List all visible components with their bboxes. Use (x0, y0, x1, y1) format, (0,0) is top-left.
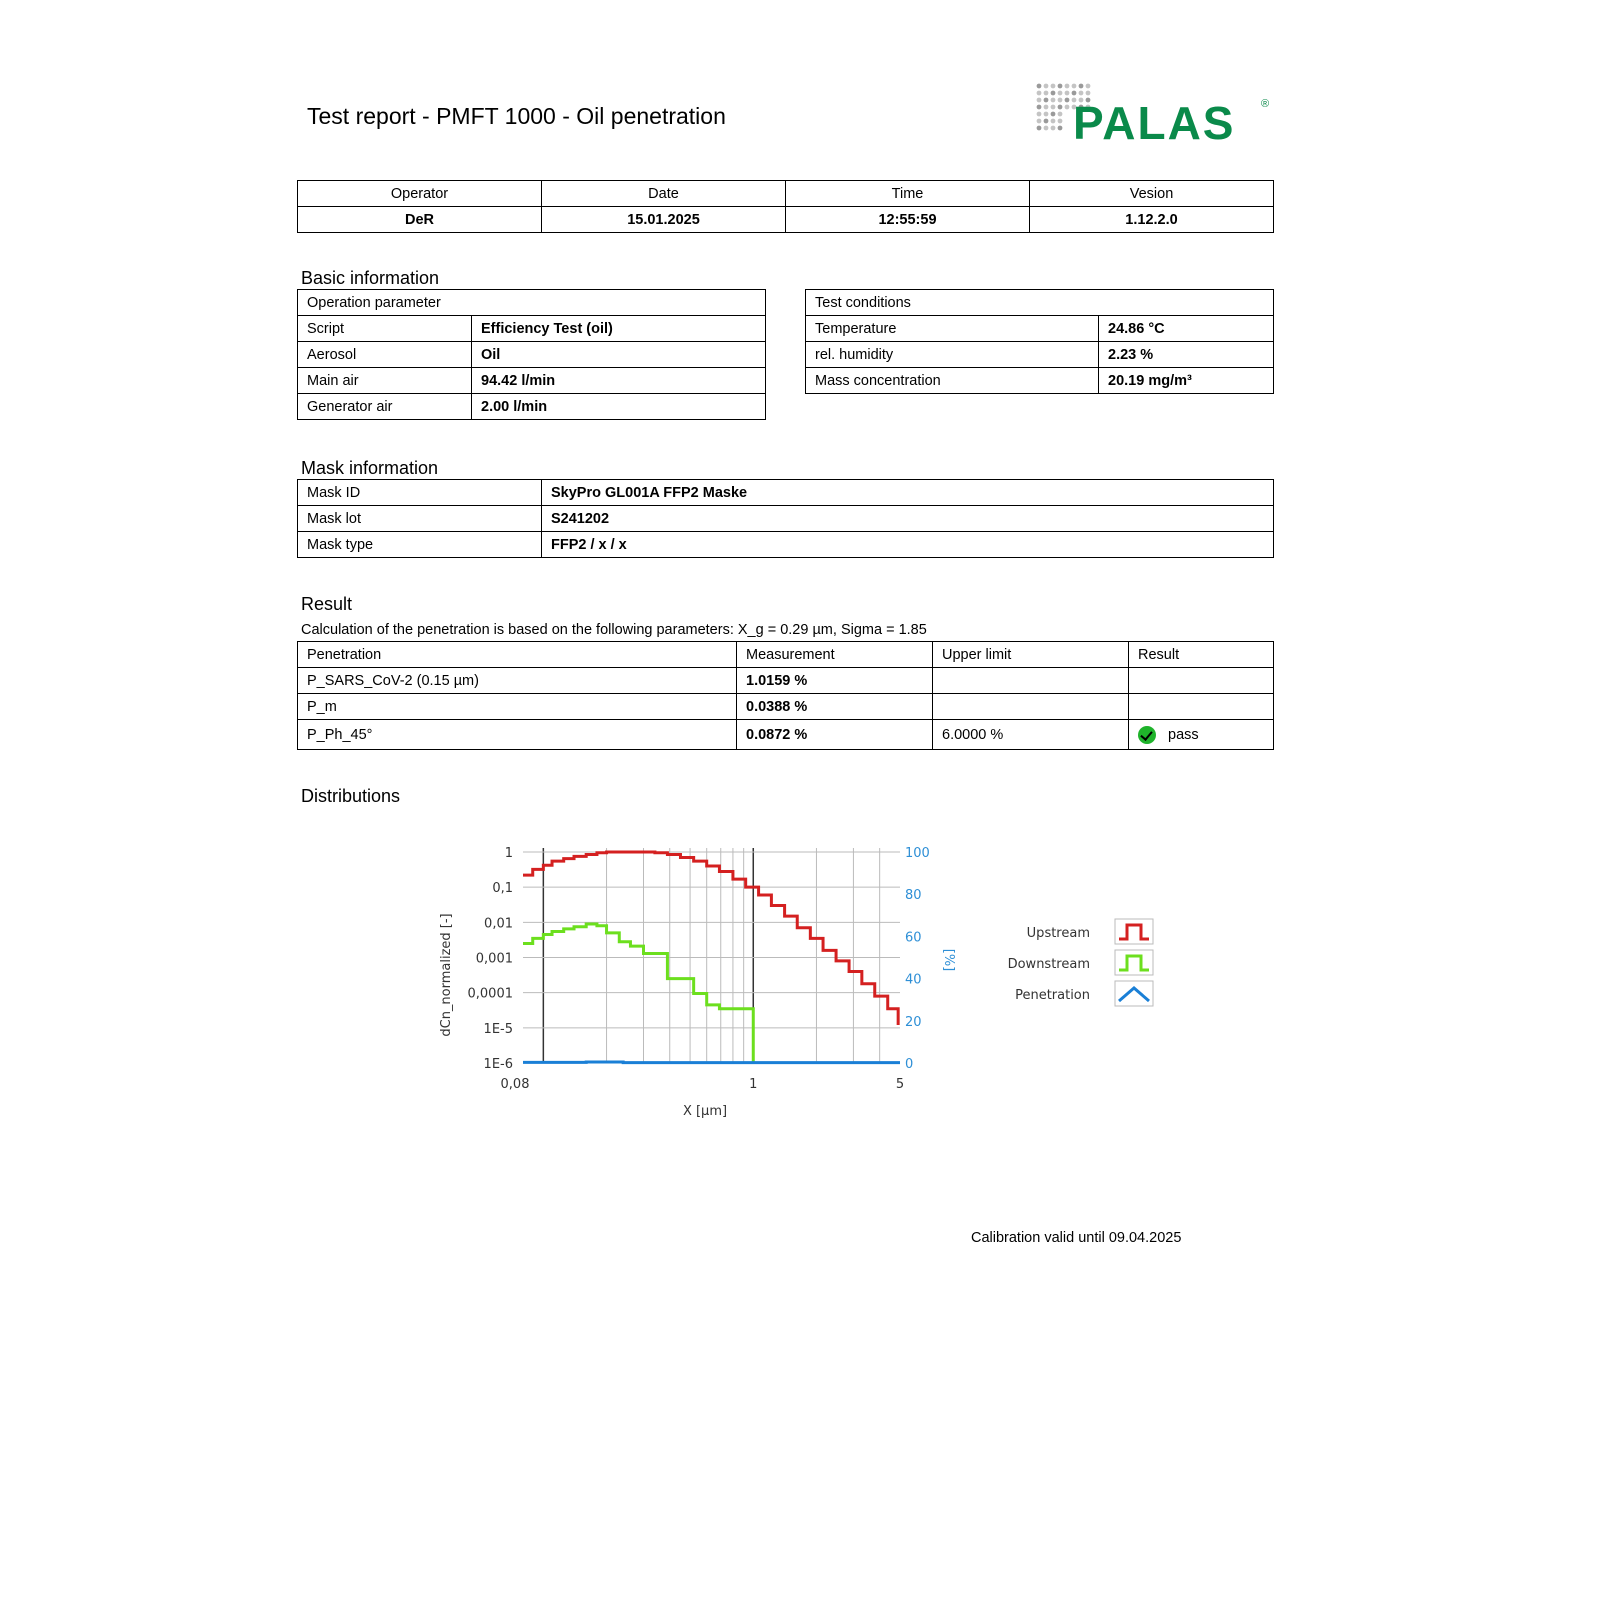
series-downstream (523, 924, 753, 1063)
logo-dot (1051, 105, 1056, 110)
logo-dot (1058, 105, 1063, 110)
mask-value: S241202 (542, 506, 1274, 532)
operation-parameter-title: Operation parameter (298, 290, 766, 316)
version-value: 1.12.2.0 (1030, 207, 1274, 233)
logo-dot (1044, 119, 1049, 124)
logo-dot (1051, 98, 1056, 103)
palas-logo (1035, 82, 1275, 152)
condition-value: 20.19 mg/m³ (1099, 368, 1274, 394)
logo-dot (1051, 112, 1056, 117)
x-tick-label: 1 (749, 1077, 758, 1092)
y-tick-label: 0,0001 (467, 986, 513, 1002)
logo-registered-mark: ® (1261, 98, 1270, 110)
mask-info-table (297, 479, 1274, 558)
chart-legend (1008, 919, 1153, 1006)
operation-parameter-table (297, 289, 766, 420)
y-tick-label: 0,01 (484, 916, 513, 932)
y-right-tick-label: 40 (905, 972, 922, 988)
chart-grid (523, 848, 900, 1063)
y-axis-ticks (468, 846, 514, 1072)
y-right-axis-ticks (905, 846, 930, 1072)
logo-dot (1058, 119, 1063, 124)
distribution-chart (430, 830, 1190, 1130)
param-label: Script (298, 316, 472, 342)
logo-dot (1086, 84, 1091, 89)
measurement-value: 0.0872 % (737, 720, 933, 750)
x-tick-label: 5 (895, 1077, 905, 1092)
param-label: Generator air (298, 394, 472, 420)
logo-dot (1051, 126, 1056, 131)
result-col-penetration: Penetration (298, 642, 737, 668)
legend-label: Penetration (1015, 988, 1090, 1003)
logo-dot (1044, 126, 1049, 131)
condition-value: 2.23 % (1099, 342, 1274, 368)
mask-label: Mask type (298, 532, 542, 558)
logo-dot (1051, 84, 1056, 89)
calculation-note: Calculation of the penetration is based on the following parameters: X_g = 0.29 µm, Sigma = 1.85 (301, 622, 927, 638)
table-row (298, 694, 1274, 720)
mask-label: Mask lot (298, 506, 542, 532)
date-value: 15.01.2025 (542, 207, 786, 233)
calibration-note: Calibration valid until 09.04.2025 (971, 1230, 1182, 1246)
result-value (1129, 694, 1274, 720)
header-version: Vesion (1030, 181, 1274, 207)
logo-dot (1037, 91, 1042, 96)
logo-dot (1051, 91, 1056, 96)
condition-value: 24.86 °C (1099, 316, 1274, 342)
logo-dot (1079, 84, 1084, 89)
mask-label: Mask ID (298, 480, 542, 506)
result-value (1129, 668, 1274, 694)
measurement-value: 0.0388 % (737, 694, 933, 720)
logo-dot (1058, 91, 1063, 96)
y-right-tick-label: 80 (905, 888, 922, 904)
logo-dot (1058, 98, 1063, 103)
y-right-axis-label: [%] (941, 948, 956, 972)
logo-dot (1058, 126, 1063, 131)
y-right-tick-label: 100 (905, 846, 930, 861)
param-value: 94.42 l/min (472, 368, 766, 394)
y-axis-label: dCn_normalized [-] (439, 913, 454, 1037)
y-tick-label: 1E-6 (483, 1057, 513, 1072)
condition-label: rel. humidity (806, 342, 1099, 368)
upper-limit-value (933, 694, 1129, 720)
penetration-name: P_SARS_CoV-2 (0.15 µm) (298, 668, 737, 694)
param-value: Oil (472, 342, 766, 368)
logo-dot (1065, 84, 1070, 89)
series-penetration (523, 1062, 900, 1063)
header-operator: Operator (298, 181, 542, 207)
logo-dot (1037, 84, 1042, 89)
logo-dot (1037, 98, 1042, 103)
param-label: Main air (298, 368, 472, 394)
logo-dot (1079, 91, 1084, 96)
y-tick-label: 1E-5 (483, 1021, 513, 1037)
table-row (298, 668, 1274, 694)
logo-dot (1044, 105, 1049, 110)
logo-dot (1058, 84, 1063, 89)
header-date: Date (542, 181, 786, 207)
mask-value: SkyPro GL001A FFP2 Maske (542, 480, 1274, 506)
result-col-result: Result (1129, 642, 1274, 668)
penetration-name: P_Ph_45° (298, 720, 737, 750)
logo-dot (1051, 119, 1056, 124)
result-table (297, 641, 1274, 750)
upper-limit-value: 6.0000 % (933, 720, 1129, 750)
y-tick-label: 0,001 (475, 951, 513, 967)
basic-info-heading: Basic information (301, 268, 440, 288)
upper-limit-value (933, 668, 1129, 694)
logo-dot (1044, 112, 1049, 117)
mask-info-heading: Mask information (301, 458, 439, 478)
logo-dot (1058, 112, 1063, 117)
result-pass-cell (1129, 720, 1274, 750)
measurement-value: 1.0159 % (737, 668, 933, 694)
logo-text: PALAS (1073, 97, 1236, 149)
mask-value: FFP2 / x / x (542, 532, 1274, 558)
test-conditions-table (805, 289, 1274, 394)
legend-swatch-box (1115, 981, 1153, 1006)
logo-dot (1072, 84, 1077, 89)
logo-dot (1065, 98, 1070, 103)
test-conditions-title: Test conditions (806, 290, 1274, 316)
table-row (298, 720, 1274, 750)
logo-dot (1037, 112, 1042, 117)
condition-label: Mass concentration (806, 368, 1099, 394)
legend-label: Downstream (1007, 957, 1090, 972)
logo-dot (1086, 91, 1091, 96)
logo-dot (1065, 91, 1070, 96)
logo-dot (1037, 105, 1042, 110)
param-label: Aerosol (298, 342, 472, 368)
x-tick-label: 0,08 (500, 1077, 530, 1092)
logo-dot (1044, 98, 1049, 103)
y-right-tick-label: 20 (905, 1014, 922, 1030)
legend-label: Upstream (1026, 926, 1090, 941)
penetration-name: P_m (298, 694, 737, 720)
time-value: 12:55:59 (786, 207, 1030, 233)
header-table (297, 180, 1274, 233)
logo-dot (1044, 91, 1049, 96)
logo-dot (1065, 105, 1070, 110)
result-col-measurement: Measurement (737, 642, 933, 668)
logo-dot (1044, 84, 1049, 89)
result-value: pass (1168, 726, 1199, 743)
check-circle-icon (1138, 726, 1156, 744)
x-axis-ticks (501, 1077, 905, 1092)
report-title: Test report - PMFT 1000 - Oil penetration (307, 103, 726, 129)
logo-dot (1072, 91, 1077, 96)
param-value: 2.00 l/min (472, 394, 766, 420)
y-right-tick-label: 0 (905, 1057, 914, 1072)
y-right-tick-label: 60 (905, 930, 922, 946)
condition-label: Temperature (806, 316, 1099, 342)
y-tick-label: 1 (504, 846, 513, 861)
distributions-heading: Distributions (301, 786, 401, 806)
logo-dot (1037, 119, 1042, 124)
operator-value: DeR (298, 207, 542, 233)
param-value: Efficiency Test (oil) (472, 316, 766, 342)
logo-dot (1037, 126, 1042, 131)
result-col-upper-limit: Upper limit (933, 642, 1129, 668)
y-tick-label: 0,1 (492, 881, 513, 897)
header-time: Time (786, 181, 1030, 207)
series-upstream (523, 852, 898, 1025)
result-heading: Result (301, 594, 353, 614)
x-axis-label: X [µm] (682, 1104, 728, 1119)
